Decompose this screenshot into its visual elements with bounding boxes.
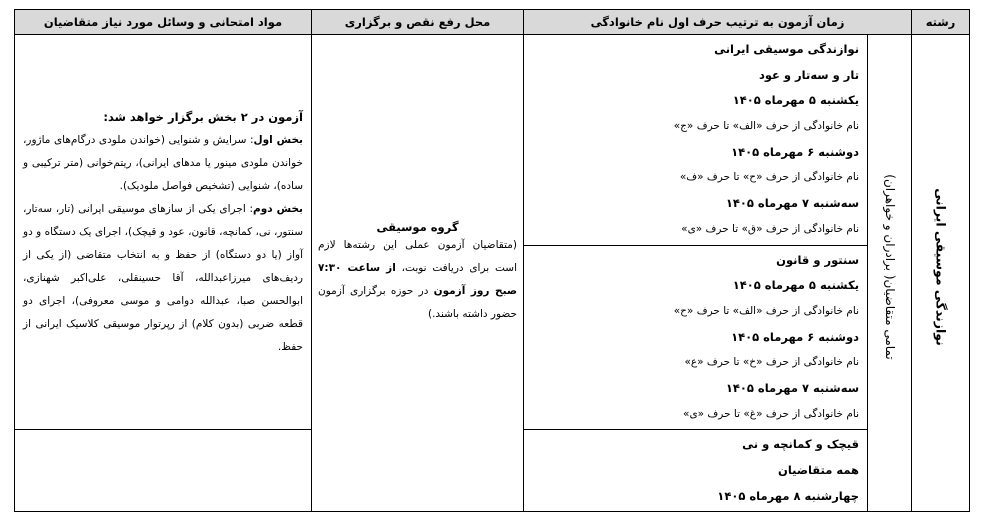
time-group-3 — [524, 430, 868, 512]
place-text — [312, 234, 523, 326]
header-time: زمان آزمون به ترتیب حرف اول نام خانوادگی — [524, 10, 912, 35]
materials-part2 — [23, 198, 303, 359]
applicants-text: تمامی متقاضیان( برادران و خواهران) — [882, 174, 897, 360]
time-group-2 — [524, 245, 868, 430]
time-range-note: نام خانوادگی از حرف «الف» تا حرف «ح» — [673, 304, 860, 317]
materials-part1 — [23, 129, 303, 198]
materials-cell — [15, 35, 312, 430]
header-materials: مواد امتحانی و وسائل مورد نیاز متقاضیان — [15, 10, 312, 35]
time-heading: سنتور و قانون — [776, 252, 860, 267]
time-group-1-lines — [524, 35, 867, 245]
time-heading: تار و سه‌تار و عود — [758, 67, 860, 82]
time-heading: دوشنبه ۶ مهرماه ۱۴۰۵ — [731, 144, 860, 159]
header-place: محل رفع نقص و برگزاری — [312, 10, 524, 35]
time-heading: یکشنبه ۵ مهرماه ۱۴۰۵ — [732, 93, 860, 108]
time-range-note: نام خانوادگی از حرف «خ» تا حرف «ع» — [684, 356, 860, 369]
place-text-after: در حوزه برگزاری آزمون حضور داشته باشند.) — [318, 285, 517, 321]
time-range-note: نام خانوادگی از حرف «ق» تا حرف «ی» — [681, 222, 860, 235]
part1-label: بخش اول — [253, 133, 303, 146]
place-text-before: (متقاضیان آزمون عملی این رشته‌ها لازم است برای دریافت نوبت، — [318, 239, 517, 275]
time-group-3-lines — [524, 430, 867, 511]
part2-label: بخش دوم — [253, 202, 303, 215]
time-heading: دوشنبه ۶ مهرماه ۱۴۰۵ — [731, 329, 860, 344]
time-heading: همه متقاضیان — [778, 463, 860, 477]
part2-text: : اجرای یکی از سازهای موسیقی ایرانی (تار، سه‌تار، سنتور، نی، کمانچه، قانون، عود و قیچک)، اجرای یک دستگاه و دو آواز (یا دو دستگاه) از حفظ و به انتخاب متقاضی (از یکی از ردیف‌های میرزاعبدالله، آقا حسینقلی، علی‌اکبر شهنازی، ابوالحسن صبا، عبدالله دوامی و موسی معروفی)، اجرای دو قطعه ضربی (بدون کلام) از رپرتوار موسیقی کلاسیک ایرانی از حفظ. — [23, 202, 303, 353]
place-title: گروه موسیقی — [376, 220, 459, 235]
field-cell — [912, 35, 970, 512]
materials-empty-cell — [15, 430, 312, 512]
time-range-note: نام خانوادگی از حرف «غ» تا حرف «ی» — [683, 407, 860, 420]
exam-schedule-table — [14, 9, 970, 512]
header-row — [15, 10, 970, 35]
time-heading: سه‌شنبه ۷ مهرماه ۱۴۰۵ — [725, 196, 860, 211]
time-heading: چهارشنبه ۸ مهرماه ۱۴۰۵ — [717, 488, 860, 503]
time-group-1 — [524, 35, 868, 246]
place-cell — [312, 35, 524, 512]
header-field: رشته — [912, 10, 970, 35]
materials-text — [15, 106, 311, 359]
field-name: نوازندگی موسیقی ایرانی — [933, 188, 949, 346]
time-range-note: نام خانوادگی از حرف «ح» تا حرف «ف» — [679, 171, 860, 184]
place-text-bold: از ساعت ۷:۳۰ صبح روز آزمون — [318, 262, 518, 298]
materials-title: آزمون در ۲ بخش برگزار خواهد شد: — [103, 109, 303, 124]
time-heading: سه‌شنبه ۷ مهرماه ۱۴۰۵ — [725, 380, 860, 395]
time-heading: قیچک و کمانچه و نی — [742, 437, 860, 452]
time-heading: نوازندگی موسیقی ایرانی — [714, 42, 860, 56]
time-group-2-lines — [524, 246, 867, 430]
applicants-cell — [868, 35, 912, 512]
part1-text: : سرایش و شنوایی (خواندن ملودی درگام‌های ماژور، خواندن ملودی مینور یا مدهای ایرانی)، ریتم‌خوانی (متر ترکیبی و ساده)، شنوایی (تشخیص فواصل ملودیک). — [23, 133, 303, 192]
time-heading: یکشنبه ۵ مهرماه ۱۴۰۵ — [732, 278, 860, 293]
time-range-note: نام خانوادگی از حرف «الف» تا حرف «ج» — [673, 120, 860, 133]
